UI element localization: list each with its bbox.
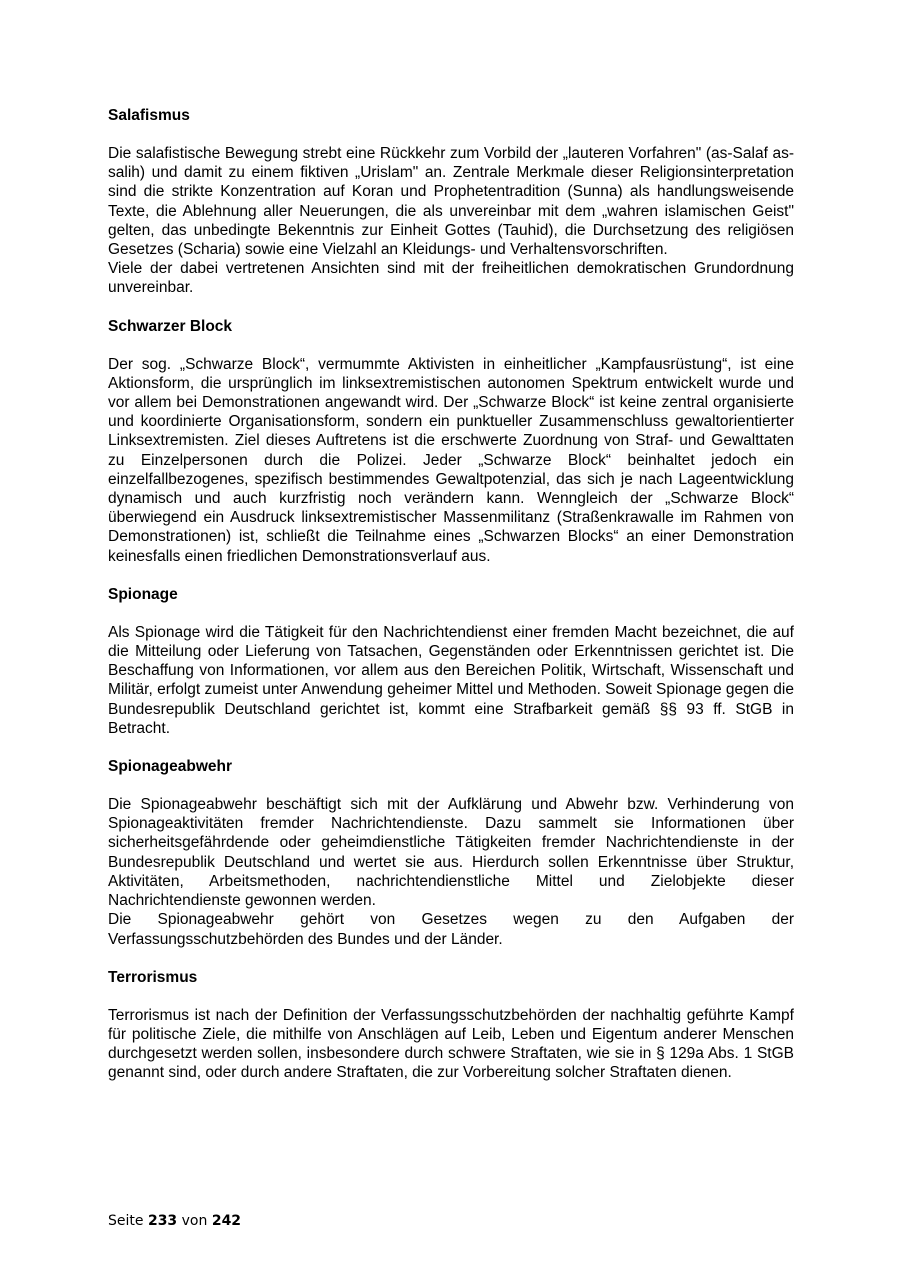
paragraph: Viele der dabei vertretenen Ansichten sind mit der freiheitlichen demokratischen Grundordnung unvereinbar. [108, 260, 794, 297]
section-heading: Spionage [108, 585, 178, 603]
section-heading: Terrorismus [108, 968, 198, 986]
current-page-number: 233 [147, 1213, 178, 1229]
section-schwarzer-block [108, 317, 794, 566]
section-salafismus [108, 106, 794, 298]
document-body [108, 106, 794, 1102]
total-pages-number: 242 [211, 1213, 242, 1229]
page-footer [108, 1212, 241, 1230]
section-spionage [108, 585, 794, 738]
paragraph: Der sog. „Schwarze Block“, vermummte Aktivisten in einheitlicher „Kampfausrüstung“, ist eine Aktionsform, die ursprünglich im linksextremistischen autonomen Spektrum entwickelt wurde und vor allem bei Demonstrationen angewandt wird. Der „Schwarze Block“ ist keine zentral organisierte und koordinierte Organisationsform, sondern ein punktueller Zusammenschluss gewaltorientierter Linksextremisten. Ziel dieses Auftretens ist die erschwerte Zuordnung von Straf- und Gewalttaten zu Einzelpersonen durch die Polizei. Jeder „Schwarze Block“ beinhaltet jedoch ein einzelfallbezogenes, spezifisch bestimmendes Gewaltpotenzial, das sich je nach Lageentwicklung dynamisch und auch kurzfristig noch verändern kann. Wenngleich der „Schwarze Block“ überwiegend ein Ausdruck linksextremistischer Massenmilitanz (Straßenkrawalle im Rahmen von Demonstrationen) ist, schließt die Teilnahme eines „Schwarzen Blocks“ an einer Demonstration keinesfalls einen friedlichen Demonstrationsverlauf aus. [108, 355, 794, 565]
section-spionageabwehr [108, 757, 794, 949]
paragraph: Als Spionage wird die Tätigkeit für den Nachrichtendienst einer fremden Macht bezeichnet, die auf die Mitteilung oder Lieferung von Tatsachen, Gegenständen oder Erkenntnissen gerichtet ist. Die Beschaffung von Informationen, vor allem aus den Bereichen Politik, Wirtschaft, Wissenschaft und Militär, erfolgt zumeist unter Anwendung geheimer Mittel und Methoden. Soweit Spionage gegen die Bundesrepublik Deutschland gerichtet ist, kommt eine Strafbarkeit gemäß §§ 93 ff. StGB in Betracht. [108, 623, 794, 737]
paragraph: Terrorismus ist nach der Definition der Verfassungsschutzbehörden der nachhaltig geführte Kampf für politische Ziele, die mithilfe von Anschlägen auf Leib, Leben und Eigentum anderer Menschen durchgesetzt werden sollen, insbesondere durch schwere Straftaten, wie sie in § 129a Abs. 1 StGB genannt sind, oder durch andere Straftaten, die zur Vorbereitung solcher Straftaten dienen. [108, 1006, 794, 1082]
section-terrorismus [108, 968, 794, 1083]
paragraph: Die salafistische Bewegung strebt eine Rückkehr zum Vorbild der „lauteren Vorfahren" (as-Salaf as-salih) und damit zu einem fiktiven „Urislam" an. Zentrale Merkmale dieser Religionsinterpretation sind die strikte Konzentration auf Koran und Prophetentradition (Sunna) als handlungsweisende Texte, die Ablehnung aller Neuerungen, die als unvereinbar mit dem „wahren islamischen Geist" gelten, das unbedingte Bekenntnis zur Einheit Gottes (Tauhid), die Durchsetzung des religiösen Gesetzes (Scharia) sowie eine Vielzahl an Kleidungs- und Verhaltensvorschriften. [108, 145, 794, 259]
paragraph: Die Spionageabwehr beschäftigt sich mit der Aufklärung und Abwehr bzw. Verhinderung von Spionageaktivitäten fremder Nachrichtendienste. Dazu sammelt sie Informationen über sicherheitsgefährdende oder geheimdienstliche Tätigkeiten fremder Nachrichtendienste in der Bundesrepublik Deutschland und wertet sie aus. Hierdurch sollen Erkenntnisse über Struktur, Aktivitäten, Arbeitsmethoden, nachrichtendienstliche Mittel und Zielobjekte dieser Nachrichtendienste gewonnen werden. [108, 796, 794, 910]
section-heading: Salafismus [108, 107, 190, 124]
paragraph: Die Spionageabwehr gehört von Gesetzes wegen zu den Aufgaben der Verfassungsschutzbehörden des Bundes und der Länder. [108, 911, 794, 948]
section-heading: Spionageabwehr [108, 758, 233, 776]
page-number-prefix: Seite [108, 1213, 144, 1229]
section-heading: Schwarzer Block [108, 317, 233, 335]
page-number-separator: von [181, 1213, 208, 1229]
